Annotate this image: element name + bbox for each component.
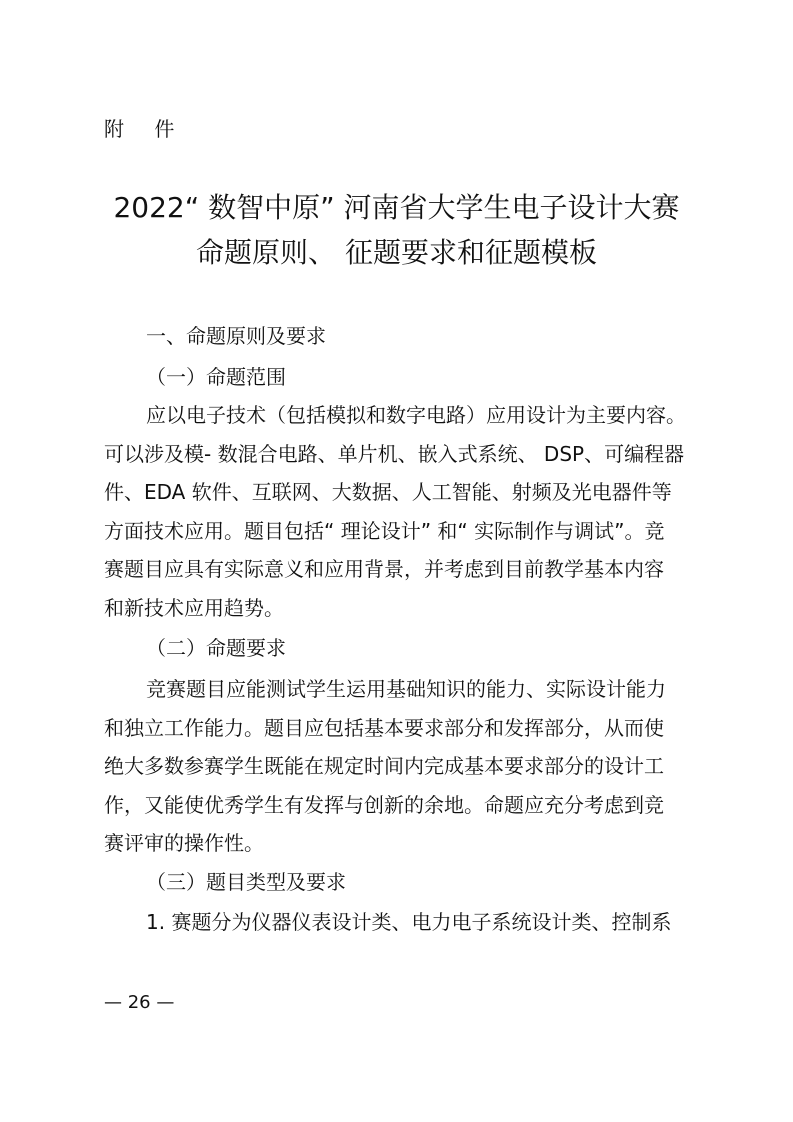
paragraph-scope xyxy=(104,396,704,627)
paragraph-line: 绝大多数参赛学生既能在规定时间内完成基本要求部分的设计工 xyxy=(104,754,664,778)
paragraph-line: 作，又能使优秀学生有发挥与创新的余地。命题应充分考虑到竞 xyxy=(104,792,664,817)
paragraph-line: 应以电子技术（包括模拟和数字电路）应用设计为主要内容。 xyxy=(146,403,686,427)
paragraph-line: 可以涉及模- 数混合电路、单片机、嵌入式系统、 DSP、可编程器 xyxy=(104,441,685,466)
subsection-heading-types: （三）题目类型及要求 xyxy=(146,870,346,894)
subsection-heading-requirements: （二）命题要求 xyxy=(146,636,286,660)
paragraph-line: 和独立工作能力。题目应包括基本要求部分和发挥部分，从而使 xyxy=(104,715,664,740)
paragraph-line: 赛评审的操作性。 xyxy=(104,831,264,855)
paragraph-types xyxy=(104,903,704,942)
paragraph-line: 竞赛题目应能测试学生运用基础知识的能力、实际设计能力 xyxy=(146,677,666,701)
attachment-label: 附 件 xyxy=(104,117,187,141)
paragraph-line: 方面技术应用。题目包括“ 理论设计” 和“ 实际制作与调试”。竞 xyxy=(104,518,665,543)
subsection-heading-scope: （一）命题范围 xyxy=(146,365,286,389)
paragraph-line: 赛题目应具有实际意义和应用背景，并考虑到目前教学基本内容 xyxy=(104,557,664,581)
paragraph-line: 1. 赛题分为仪器仪表设计类、电力电子系统设计类、控制系 xyxy=(146,910,672,934)
document-title-line-2: 命题原则、 征题要求和征题模板 xyxy=(196,236,597,269)
document-title-line-1: 2022“ 数智中原” 河南省大学生电子设计大赛 xyxy=(113,191,680,224)
section-heading-principles: 一、命题原则及要求 xyxy=(146,324,326,348)
paragraph-line: 件、EDA 软件、互联网、大数据、人工智能、射频及光电器件等 xyxy=(104,480,672,504)
page-number: — 26 — xyxy=(104,992,175,1013)
paragraph-requirements xyxy=(104,670,704,863)
paragraph-line: 和新技术应用趋势。 xyxy=(104,595,284,620)
